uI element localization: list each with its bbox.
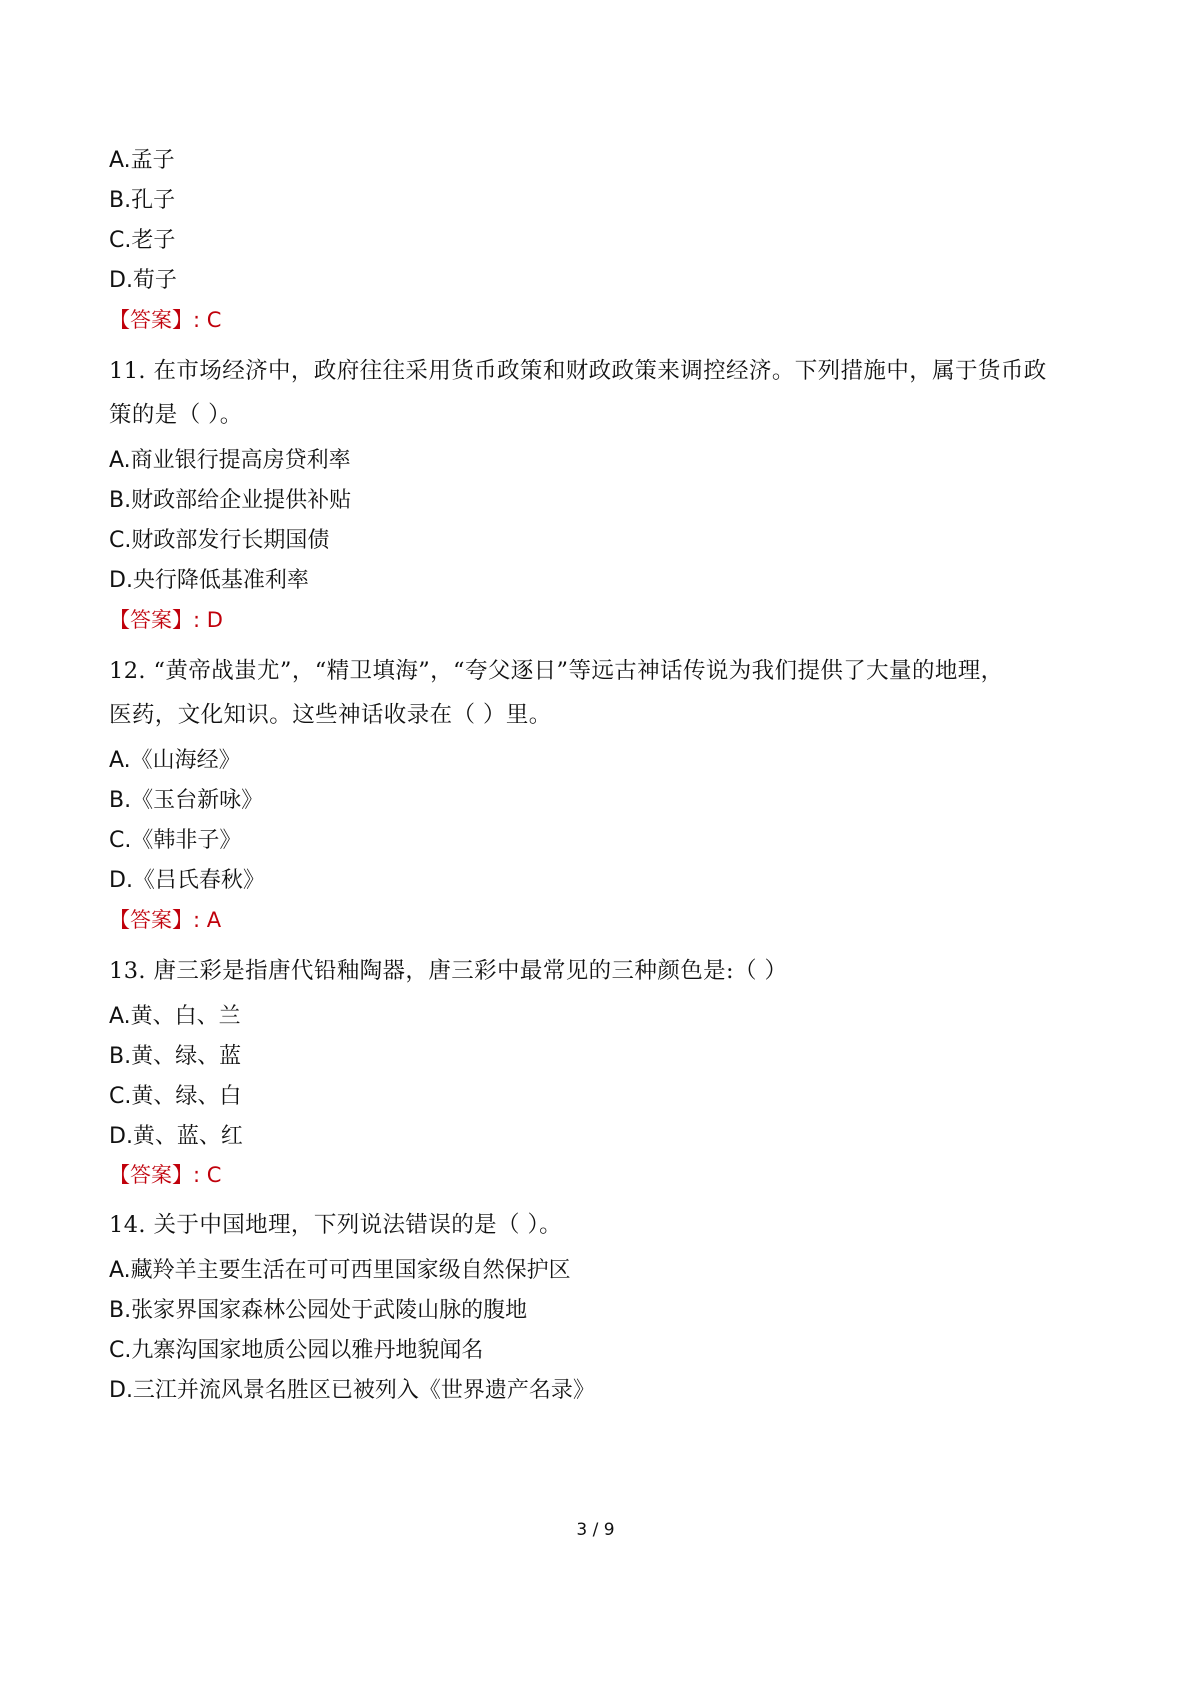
option-a: A.《山海经》 (109, 748, 241, 773)
option-c: C.财政部发行长期国债 (109, 528, 330, 553)
option-b: B.孔子 (109, 188, 176, 213)
question-13: 13. 唐三彩是指唐代铅釉陶器，唐三彩中最常见的三种颜色是:（ ） (109, 958, 788, 984)
option-a: A.黄、白、兰 (109, 1004, 241, 1029)
option-c: C.老子 (109, 228, 176, 253)
option-c: C.《韩非子》 (109, 828, 242, 853)
option-d: D.央行降低基准利率 (109, 568, 309, 593)
answer-line: 【答案】: A (109, 908, 222, 932)
question-11-cont: 策的是（ ）。 (109, 402, 243, 428)
option-d: D.荀子 (109, 268, 177, 293)
question-12: 12. “黄帝战蚩尤”，“精卫填海”，“夸父逐日”等远古神话传说为我们提供了大量的地理， (109, 658, 1004, 684)
answer-line: 【答案】: D (109, 608, 223, 632)
option-d: D.《吕氏春秋》 (109, 868, 265, 893)
option-a: A.商业银行提高房贷利率 (109, 448, 351, 473)
option-c: C.九寨沟国家地质公园以雅丹地貌闻名 (109, 1338, 484, 1363)
question-11: 11. 在市场经济中，政府往往采用货币政策和财政政策来调控经济。下列措施中，属于货币政 (109, 358, 1047, 384)
question-12-cont: 医药，文化知识。这些神话收录在（ ）里。 (109, 702, 552, 728)
option-a: A.藏羚羊主要生活在可可西里国家级自然保护区 (109, 1258, 571, 1283)
page-number: 3 / 9 (576, 1520, 615, 1540)
option-b: B.《玉台新咏》 (109, 788, 264, 813)
option-b: B.黄、绿、蓝 (109, 1044, 242, 1069)
option-a: A.孟子 (109, 148, 175, 173)
option-b: B.财政部给企业提供补贴 (109, 488, 352, 513)
option-c: C.黄、绿、白 (109, 1084, 242, 1109)
question-14: 14. 关于中国地理，下列说法错误的是（ ）。 (109, 1212, 563, 1238)
option-d: D.黄、蓝、红 (109, 1124, 243, 1149)
option-b: B.张家界国家森林公园处于武陵山脉的腹地 (109, 1298, 528, 1323)
option-d: D.三江并流风景名胜区已被列入《世界遗产名录》 (109, 1378, 595, 1403)
answer-line: 【答案】: C (109, 1163, 222, 1187)
answer-line: 【答案】: C (109, 308, 222, 332)
